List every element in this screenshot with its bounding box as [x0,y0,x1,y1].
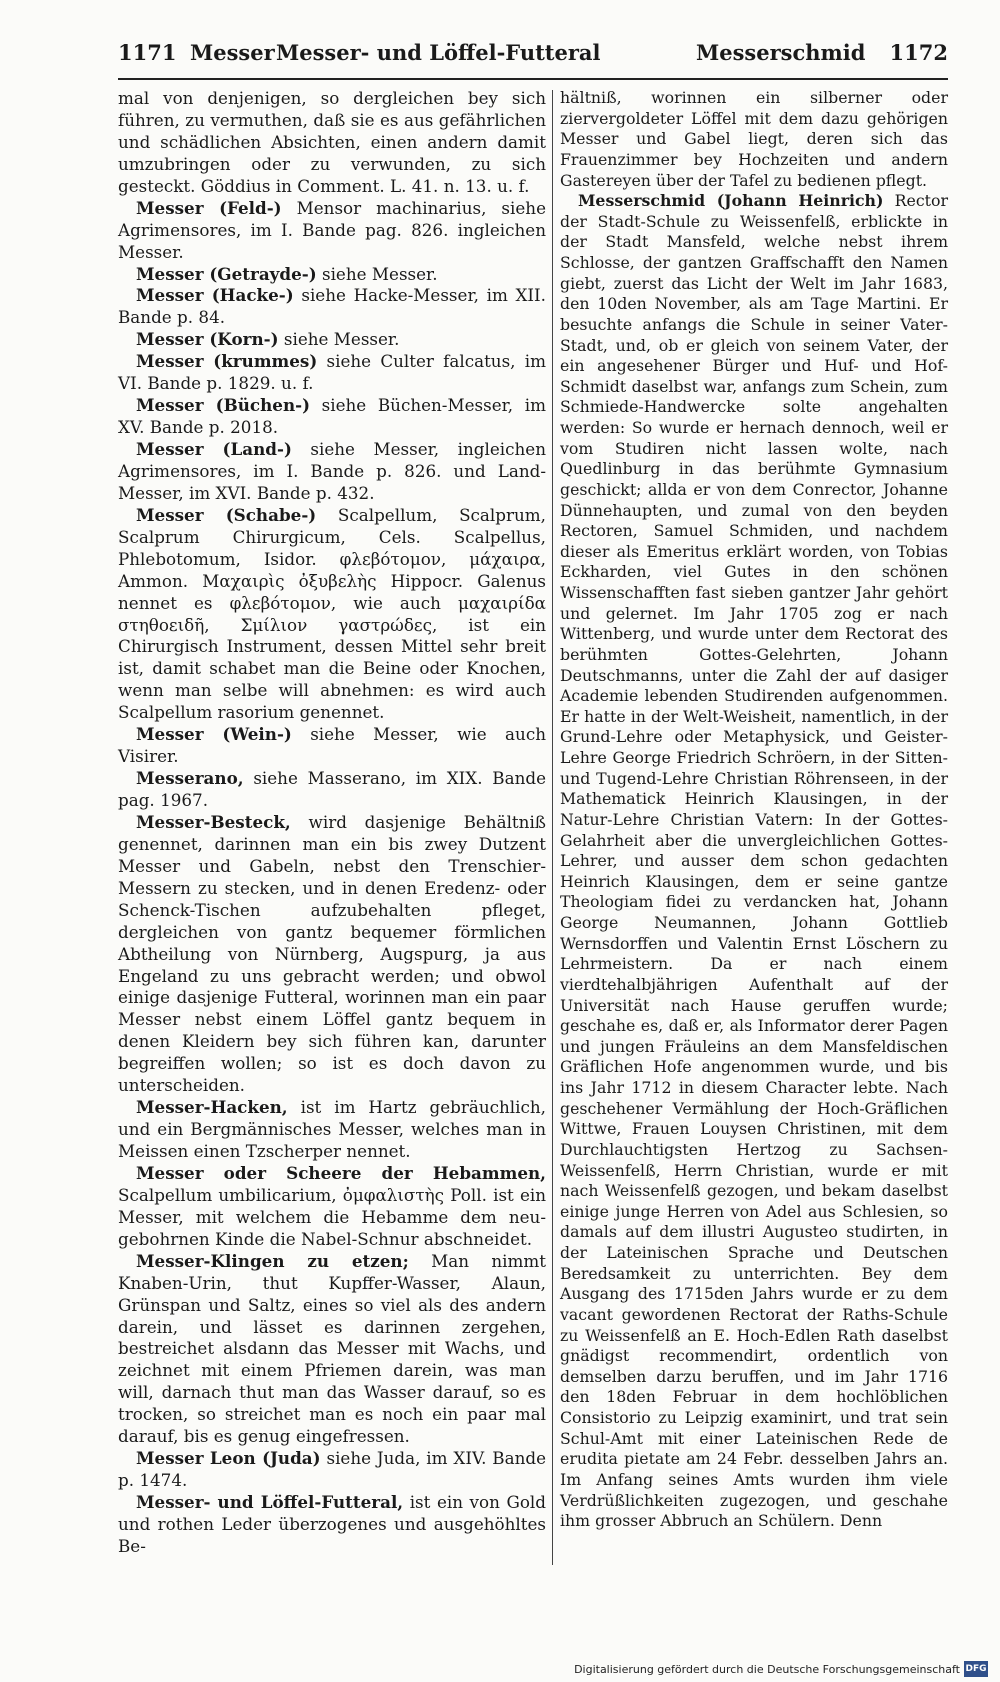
entry-text: Scalpellum umbilicarium, ὀμφαλιστὴς Poll. ist ein Messer, mit welchem die Hebamme dem neu-gebohrnen Kinde die Nabel-Schnur abschneidet. [118,1184,546,1249]
entry-headword: Messer (Land-) [136,439,292,459]
page-header [118,40,948,80]
entry-text: siehe Culter falcatus, im VI. Bande p. 1829. u. f. [118,351,546,394]
entry-headword: Messer (Büchen-) [136,395,311,416]
dictionary-entry [118,198,546,264]
running-head-left: Messer [190,40,275,65]
dictionary-entry [118,264,546,286]
dictionary-entry [118,1492,546,1558]
column-divider [552,90,553,1565]
entry-headword: Messer-Besteck, [136,811,291,832]
dictionary-entry [118,329,546,351]
entry-text: siehe Masserano, im XIX. Bande pag. 1967. [118,768,546,810]
entry-headword: Messer-Klingen zu etzen; [136,1250,409,1271]
entry-text: wird dasjenige Behältniß genennet, darinnen man ein bis zwey Dutzent Messer und Gabeln, nebst den Trenschier-Messern zu stecken, und in denen Eredenz- oder Schenck-Tischen aufzubehalten pfleget, dergleichen von gantz bequemer förmlichen Abtheilung von Nürnberg, Augspurg, ja aus Engeland zu uns gebracht werden; und obwol einige dasjenige Futteral, worinnen man ein paar Messer nebst einem Löffel gantz bequem in denen Kleidern bey sich führen kan, darunter begreiffen wollen; so ist es doch davon zu unterscheiden. [118,811,546,1096]
dictionary-entry [118,812,546,1097]
entry-headword: Messer (krummes) [136,351,318,372]
entry-text: Mensor machinarius, siehe Agrimensores, im I. Bande pag. 826. ingleichen Messer. [118,197,546,262]
dictionary-entry [560,191,948,1532]
entry-headword: Messer (Feld-) [136,197,282,218]
entry-text: ist im Hartz gebräuchlich, und ein Bergmännisches Messer, welches man in Meissen einen Tzscherper nennet. [118,1097,546,1161]
entry-headword: Messer oder Scheere der Hebammen, [136,1162,546,1183]
running-head-center: Messer- und Löffel-Futteral [276,40,601,65]
dictionary-entry [118,505,546,724]
right-column [560,88,948,1532]
entry-headword: Messer-Hacken, [136,1097,288,1118]
entry-headword: Messer (Korn-) [136,329,279,350]
dictionary-entry [118,395,546,439]
left-column [118,88,546,1558]
entry-text: siehe Hacke-Messer, im XII. Bande p. 84. [118,285,546,328]
dfg-logo-icon: DFG [964,1661,988,1677]
dictionary-entry [118,1448,546,1492]
entry-text: siehe Messer, wie auch Visirer. [118,724,546,767]
entry-text: siehe Juda, im XIV. Bande p. 1474. [118,1448,547,1491]
dictionary-entry [118,724,546,768]
dictionary-entry [118,1097,546,1163]
entry-headword: Messer (Wein-) [136,724,292,745]
entry-text: mal von denjenigen, so dergleichen bey sich führen, zu vermuthen, daß sie es aus gefährlichen und schädlichen Absichten, einen andern damit umzubringen oder zu verwunden, zu sich gesteckt. Göddius in Comment. L. 41. n. 13. u. f. [118,88,546,196]
dictionary-entry [118,1251,546,1448]
header-rule [118,78,948,80]
entry-text: hältniß, worinnen ein silberner oder ziervergoldeter Löffel mit dem dazu gehörigen Messer und Gabel liegt, deren sich das Frauenzimmer bey Hochzeiten und andern Gastereyen über der Tafel zu bedienen pflegt. [560,88,948,190]
page-number-left: 1171 [118,40,177,65]
digitization-footer [570,1661,988,1679]
entry-headword: Messer (Getrayde-) [136,263,317,284]
page-number-right: 1172 [889,40,948,65]
dictionary-entry [560,88,948,191]
entry-text: siehe Messer, ingleichen Agrimensores, im I. Bande p. 826. und Land-Messer, im XVI. Bande p. 432. [118,439,546,503]
dictionary-entry [118,1163,546,1251]
footer-credit: Digitalisierung gefördert durch die Deutsche Forschungsgemeinschaft [574,1663,960,1676]
entry-text: Rector der Stadt-Schule zu Weissenfelß, erblickte in der Stadt Mansfeld, welche nebst ihrem Schlosse, der gantzen Graffschafft den Namen giebt, zuerst das Licht der Welt im Jahr 1683, den 10den November, als am Tage Martini. Er besuchte anfangs die Schule in seiner Vater-Stadt, und, ob er gleich von seinem Vater, der ein angesehener Bürger und Huf- und Hof-Schmidt daselbst war, anfangs zum Schein, zum Schmiede-Handwercke solte angehalten werden: So wurde er hernach dennoch, weil er vom Studiren nicht lassen wolte, nach Quedlinburg in das berühmte Gymnasium geschickt; allda er von dem Conrector, Johanne Dünnehaupten, und zumal von den beyden Rectoren, Samuel Schmiden, und nachdem dieser als Emeritus erklärt worden, von Tobias Eckharden, viel Gutes in den schönen Wissenschafften fast sieben gantzer Jahr gehört und gelernet. Im Jahr 1705 zog er nach Wittenberg, und wurde unter dem Rectorat des berühmten Gottes-Gelehrten, Johann Deutschmanns, unter die Zahl der auf dasiger Academie lebenden Studirenden aufgenommen. Er hatte in der Welt-Weisheit, namentlich, in der Grund-Lehre oder Metaphysick, und Geister-Lehre George Friedrich Schröern, in der Sitten- und Tugend-Lehre Christian Röhrenseen, in der Mathematick Heinrich Klausingen, in der Natur-Lehre Christian Vatern: In der Gottes-Gelahrheit aber die unvergleichlichen Gottes-Lehrer, und ausser dem schon gedachten Heinrich Klausingen, dem er seine gantze Theologiam fidei zu verdancken hat, Johann George Neumannen, Johann Gottlieb Wernsdorffen und Valentin Ernst Löschern zu Lehrmeistern. Da er nach einem vierdtehalbjährigen Aufenthalt auf der Universität nach Hause geruffen wurde; geschahe es, daß er, als Informator derer Pagen und jungen Fräuleins an dem Mansfeldischen Gräflichen Hofe angenommen wurde, und bis ins Jahr 1712 in diesem Character lebte. Nach geschehener Vermählung der Hoch-Gräflichen Wittwe, Frauen Louysen Christinen, mit dem Durchlauchtigsten Hertzog zu Sachsen-Weissenfelß, Herrn Christian, wurde er mit nach Weissenfelß gezogen, und bekam daselbst einige junge Herren von Adel aus Schlesien, so damals auf dem illustri Augusteo studirten, in der Lateinischen Sprache und Deutschen Beredsamkeit zu unterrichten. Bey dem Ausgang des 1715den Jahrs wurde er zu dem vacant gewordenen Rectorat der Raths-Schule zu Weissenfelß an E. Hoch-Edlen Rath daselbst gnädigst recommendirt, ordentlich von demselben darzu beruffen, und im Jahr 1716 den 18den Februar in dem hochlöblichen Consistorio zu Leipzig examinirt, und trat sein Schul-Amt mit einer Lateinischen Rede de erudita pietate am 24 Febr. desselben Jahrs an. Im Anfang seines Amts wurden ihm viele Verdrüßlichkeiten zugezogen, und geschahe ihm grosser Abbruch an Schülern. Denn [560,191,948,1531]
running-head-right: Messerschmid [696,40,866,65]
entry-headword: Messer- und Löffel-Futteral, [136,1492,404,1512]
entry-text: siehe Büchen-Messer, im XV. Bande p. 2018. [118,395,546,438]
entry-headword: Messerano, [136,768,244,789]
entry-text: Man nimmt Knaben-Urin, thut Kupffer-Wasser, Alaun, Grünspan und Saltz, eines so viel als des andern darein, und lässet es darinnen zergehen, bestreichet alsdann das Messer mit Wachs, und zeichnet mit einem Pfriemen darein, was man will, darnach thut man das Wasser darauf, so es trocken, so streichet man es noch ein paar mal darauf, bis es genug eingefressen. [118,1250,546,1447]
dictionary-entry [118,285,546,329]
entry-text: ist ein von Gold und rothen Leder überzogenes und ausgehöhltes Be- [118,1492,546,1556]
entry-headword: Messer Leon (Juda) [136,1448,321,1469]
entry-text: Scalpellum, Scalprum, Scalprum Chirurgicum, Cels. Scalpellus, Phlebotomum, Isidor. φλεβότομον, μάχαιρα, Ammon. Μαχαιρὶς ὀξυβελὴς Hippocr. Galenus nennet es φλεβότομον, wie auch μαχαιρίδα στηθοειδῆ, Σμίλιον γαστρώδες, ist ein Chirurgisch Instrument, dessen Mittel sehr breit ist, damit schabet man die Beine oder Knochen, wenn man selbe will abnehmen: es wird auch Scalpellum rasorium genennet. [118,504,546,723]
entry-text: siehe Messer. [321,263,438,284]
dictionary-entry [118,351,546,395]
entry-text: siehe Messer. [283,329,400,350]
dictionary-entry [118,439,546,505]
entry-headword: Messer (Hacke-) [136,285,294,306]
entry-headword: Messerschmid (Johann Heinrich) [578,191,884,211]
entry-headword: Messer (Schabe-) [136,504,317,525]
dictionary-entry [118,768,546,812]
dictionary-entry [118,88,546,198]
